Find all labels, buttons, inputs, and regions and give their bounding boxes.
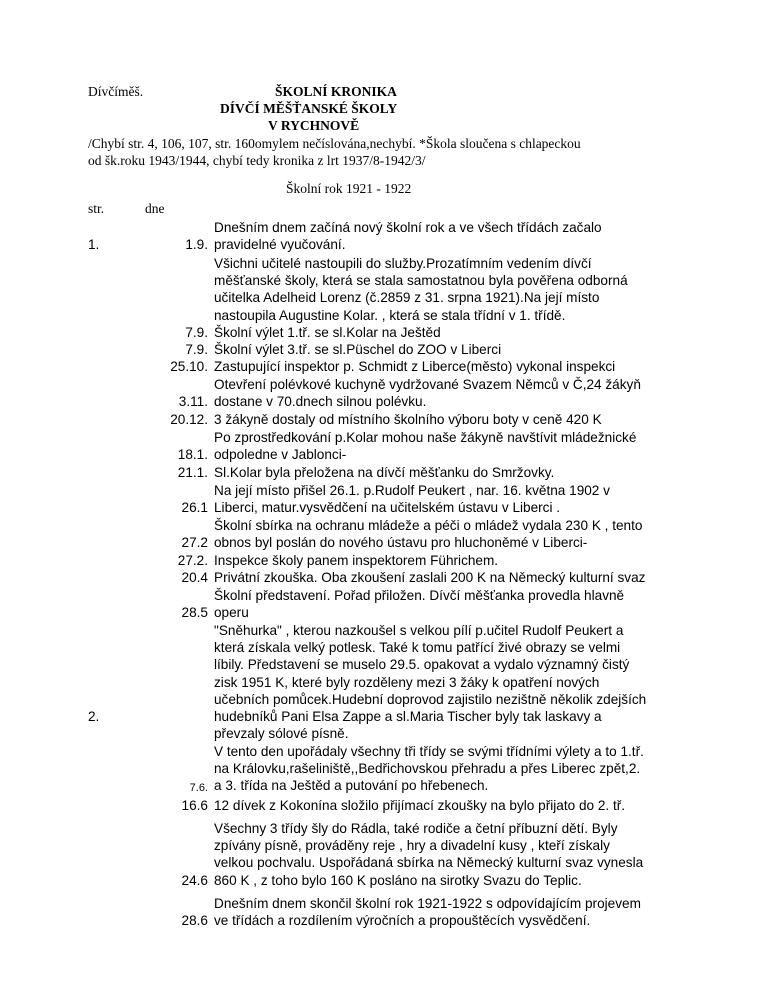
entry-text: Všichni učitelé nastoupili do služby.Prozatímním vedením dívčí měšťanské školy, která se stala samostatnou byla pověřena odborná učitelka Adelheid Lorenz (č.2859 z 31. srpna 1921).Na její místo nastoupila Augustine Kolar. , která se stala třídní v 1. třídě.: [214, 256, 628, 323]
entry-date: 3.11.: [178, 394, 208, 410]
entry-date: 20.12.: [170, 412, 208, 427]
entry-date: 7.9.: [185, 325, 208, 340]
title-line-3: V RYCHNOVĚ: [268, 118, 360, 133]
school-year: Školní rok 1921 - 1922: [286, 181, 412, 196]
entry-text: V tento den upořádaly všechny tři třídy se svými třídními výlety a to 1.tř. na Královku,rašeliniště,,Bedřichovskou přehradu a přes Liberec zpět,2. a 3. třída na Ještěd a putování po hřebenech.: [214, 744, 644, 794]
column-header-date: dne: [145, 201, 165, 216]
entry-date: 7.6.: [189, 782, 208, 795]
entry-text: Privátní zkouška. Oba zkoušení zaslali 200 K na Německý kulturní svaz: [214, 570, 646, 585]
entry-text: Sl.Kolar byla přeložena na dívčí měšťanku do Smržovky.: [214, 465, 555, 480]
title-line-1: ŠKOLNÍ KRONIKA: [275, 84, 397, 99]
title-line-2: DÍVČÍ MĚŠŤANSKÉ ŠKOLY: [220, 101, 398, 116]
entry-date: 7.9.: [185, 342, 208, 357]
entry-date: 24.6: [181, 872, 208, 888]
entry-text: 12 dívek z Kokonína složilo přijímací zkoušky na bylo přijato do 2. tř.: [214, 798, 626, 813]
header-left-label: Dívčíměš.: [88, 84, 144, 99]
entry-date: 27.2: [181, 535, 208, 551]
entry-date: 18.1.: [177, 447, 208, 463]
entry-text: Školní výlet 1.tř. se sl.Kolar na Ještěd: [214, 325, 441, 340]
entry-text: Školní výlet 3.tř. se sl.Püschel do ZOO v Liberci: [214, 342, 502, 357]
entry-text: Školní sbírka na ochranu mládeže a péči o mládež vydala 230 K , tento obnos byl poslán do nového ústavu pro hluchoněmé v Liberci-: [214, 518, 643, 551]
entry-text: Školní představení. Pořad přiložen. Dívčí měšťanka provedla hlavně operu: [214, 588, 625, 621]
entry-date: 25.10.: [170, 359, 208, 374]
note-line-1: /Chybí str. 4, 106, 107, str. 160omylem nečíslována,nechybí. *Škola sloučena s chlapeckou: [88, 136, 581, 151]
note-line-2: od šk.roku 1943/1944, chybí tedy kronika z lrt 1937/8-1942/3/: [88, 153, 426, 168]
entry-date: 1.9.: [185, 237, 208, 253]
entry-text: "Sněhurka" , kterou nazkoušel s velkou pílí p.učitel Rudolf Peukert a která získala velký potlesk. Také k tomu patřící živé obrazy se velmi líbily. Představení se muselo 29.5. opakovat a vydalo významný čistý zisk 1951 K, které byly rozděleny mezi 3 žáky k opatření nových učebních pomůcek.Hudební doprovod zajistilo nezištně několik zdejších hudebníků Pani Elsa Zappe a sl.Maria Tischer byly tak laskavy a převzaly sólové písně.: [214, 623, 647, 742]
entry-text: Po zprostředkování p.Kolar mohou naše žákyně navštívit mládežnické odpoledne v Jablonci-: [214, 430, 637, 463]
entry-text: Inspekce školy panem inspektorem Führichem.: [214, 553, 499, 568]
entry-date: 28.6: [181, 913, 208, 929]
entry-text: 3 žákyně dostaly od místního školního výboru boty v ceně 420 K: [214, 412, 602, 427]
entry-date: 21.1.: [177, 465, 208, 480]
entry-text: Na její místo přišel 26.1. p.Rudolf Peukert , nar. 16. května 1902 v Liberci, matur.vysvědčení na učitelském ústavu v Liberci .: [214, 483, 610, 516]
entry-page-number: 1.: [88, 237, 100, 253]
entry-text: Zastupující inspektor p. Schmidt z Liberce(město) vykonal inspekci: [214, 359, 616, 374]
entry-date: 27.2.: [177, 553, 208, 568]
entry-page-number: 2.: [88, 709, 100, 724]
entry-date: 20.4: [181, 570, 208, 585]
entry-text: Dnešním dnem skončil školní rok 1921-1922 s odpovídajícím projevem ve třídách a rozdílením výročních a propouštěcích vysvědčení.: [214, 896, 641, 929]
entry-date: 16.6: [181, 798, 208, 813]
entry-text: Otevření polévkové kuchyně vydržované Svazem Němců v Č,24 žákyň dostane v 70.dnech silnou polévku.: [214, 377, 641, 410]
column-header-page: str.: [88, 201, 105, 216]
entry-date: 28.5: [181, 605, 208, 621]
entry-text: Dnešním dnem začíná nový školní rok a ve všech třídách začalo pravidelné vyučování.: [214, 220, 602, 253]
entry-date: 26.1: [181, 500, 208, 516]
entry-text: Všechny 3 třídy šly do Rádla, také rodiče a četní příbuzní dětí. Byly zpívány písně, prováděny reje , hry a divadelní kusy , kteří získaly velkou pochvalu. Uspořádaná sbírka na Německý kulturní svaz vynesla 860 K , z toho bylo 160 K posláno na sirotky Svazu do Teplic.: [214, 821, 644, 888]
